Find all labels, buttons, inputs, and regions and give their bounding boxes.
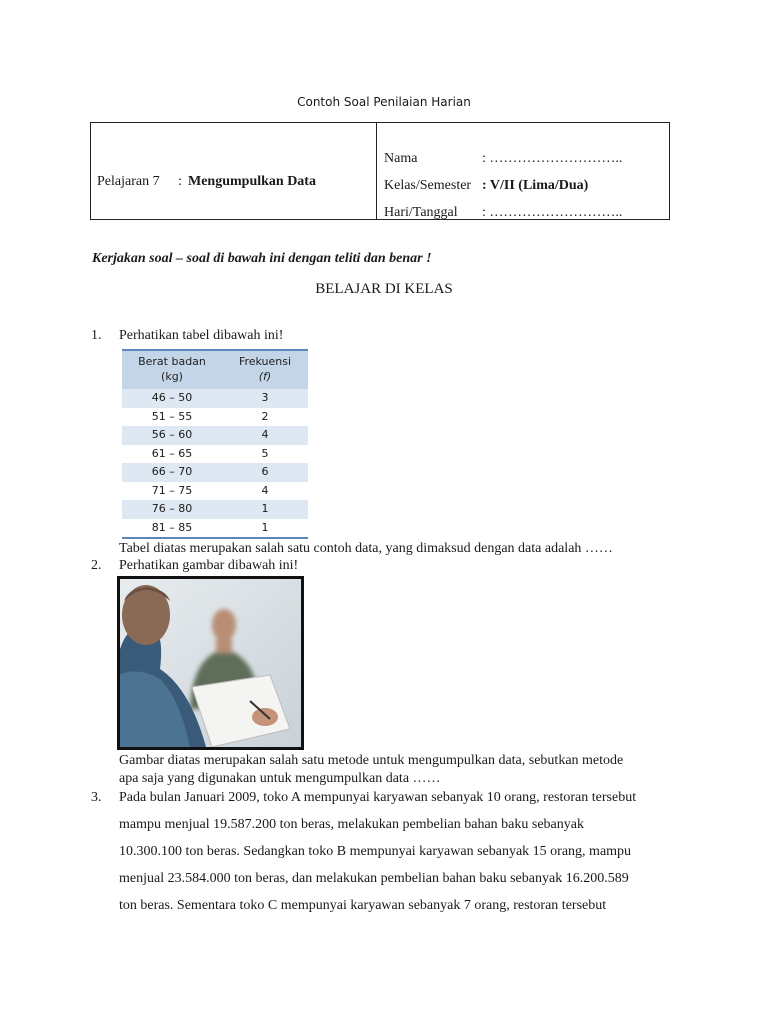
cell-frekuensi: 6 (261, 465, 269, 478)
cell-berat: 61 – 65 (151, 446, 193, 460)
table-row (122, 519, 308, 540)
table-row (122, 389, 308, 408)
table-row (122, 463, 308, 482)
question-2-number: 2. (91, 558, 102, 573)
nama-label: Nama (384, 151, 418, 166)
table-header (122, 349, 308, 389)
question-2-followup-line-1: Gambar diatas merupakan salah satu metode untuk mengumpulkan data, sebutkan metode (119, 753, 624, 768)
info-table (90, 122, 670, 220)
nama-value: : ……………………….. (482, 151, 623, 166)
cell-frekuensi: 2 (261, 409, 269, 423)
hari-value: : ……………………….. (482, 205, 623, 220)
lesson-separator: : (178, 174, 182, 189)
question-3-line: 10.300.100 ton beras. Sedangkan toko B mempunyai karyawan sebanyak 15 orang, mampu (119, 844, 632, 859)
question-3-line: mampu menjual 19.587.200 ton beras, melakukan pembelian bahan baku sebanyak (119, 817, 584, 832)
cell-frekuensi: 4 (261, 483, 269, 497)
table-row (122, 500, 308, 519)
cell-berat: 81 – 85 (151, 520, 193, 534)
question-2-followup-line-2: apa saja yang digunakan untuk mengumpulkan data …… (119, 771, 441, 786)
table-divider (376, 123, 377, 219)
cell-frekuensi: 5 (261, 446, 269, 460)
lesson-label: Pelajaran 7 (97, 174, 160, 189)
question-1-prompt: Perhatikan tabel dibawah ini! (119, 328, 284, 343)
lesson-name: Mengumpulkan Data (188, 174, 316, 189)
question-3-line: ton beras. Sementara toko C mempunyai karyawan sebanyak 7 orang, restoran tersebut (119, 898, 607, 913)
cell-frekuensi: 1 (261, 520, 269, 534)
question-2-prompt: Perhatikan gambar dibawah ini! (119, 558, 299, 573)
cell-berat: 76 – 80 (151, 502, 193, 515)
table-row (122, 445, 308, 464)
cell-berat: 66 – 70 (151, 465, 193, 478)
table-row (122, 408, 308, 427)
header-frekuensi: Frekuensi (f) (238, 355, 292, 383)
question-1-number: 1. (91, 328, 102, 343)
cell-frekuensi: 1 (261, 502, 269, 515)
interview-photo (120, 579, 301, 747)
cell-frekuensi: 3 (261, 391, 269, 404)
header-berat-badan: Berat badan (kg) (138, 355, 206, 383)
question-3-line: menjual 23.584.000 ton beras, dan melakukan pembelian bahan baku sebanyak 16.200.589 (119, 871, 629, 886)
question-3-line: Pada bulan Januari 2009, toko A mempunyai karyawan sebanyak 10 orang, restoran tersebut (119, 790, 637, 805)
cell-berat: 51 – 55 (151, 409, 193, 423)
cell-berat: 46 – 50 (151, 391, 193, 404)
cell-frekuensi: 4 (261, 428, 269, 441)
document-title: Contoh Soal Penilaian Harian (297, 95, 471, 109)
interview-photo-frame (117, 576, 304, 750)
kelas-label: Kelas/Semester (384, 178, 472, 193)
question-3-number: 3. (91, 790, 102, 805)
weight-frequency-table (122, 349, 308, 539)
instruction-text: Kerjakan soal – soal di bawah ini dengan teliti dan benar ! (92, 251, 432, 266)
hari-label: Hari/Tanggal (384, 205, 458, 220)
section-heading: BELAJAR DI KELAS (315, 281, 453, 297)
kelas-value: : V/II (Lima/Dua) (482, 178, 589, 193)
table-row (122, 426, 308, 445)
question-1-followup: Tabel diatas merupakan salah satu contoh data, yang dimaksud dengan data adalah …… (119, 541, 613, 556)
cell-berat: 71 – 75 (151, 483, 193, 497)
cell-berat: 56 – 60 (151, 428, 193, 441)
table-row (122, 482, 308, 501)
